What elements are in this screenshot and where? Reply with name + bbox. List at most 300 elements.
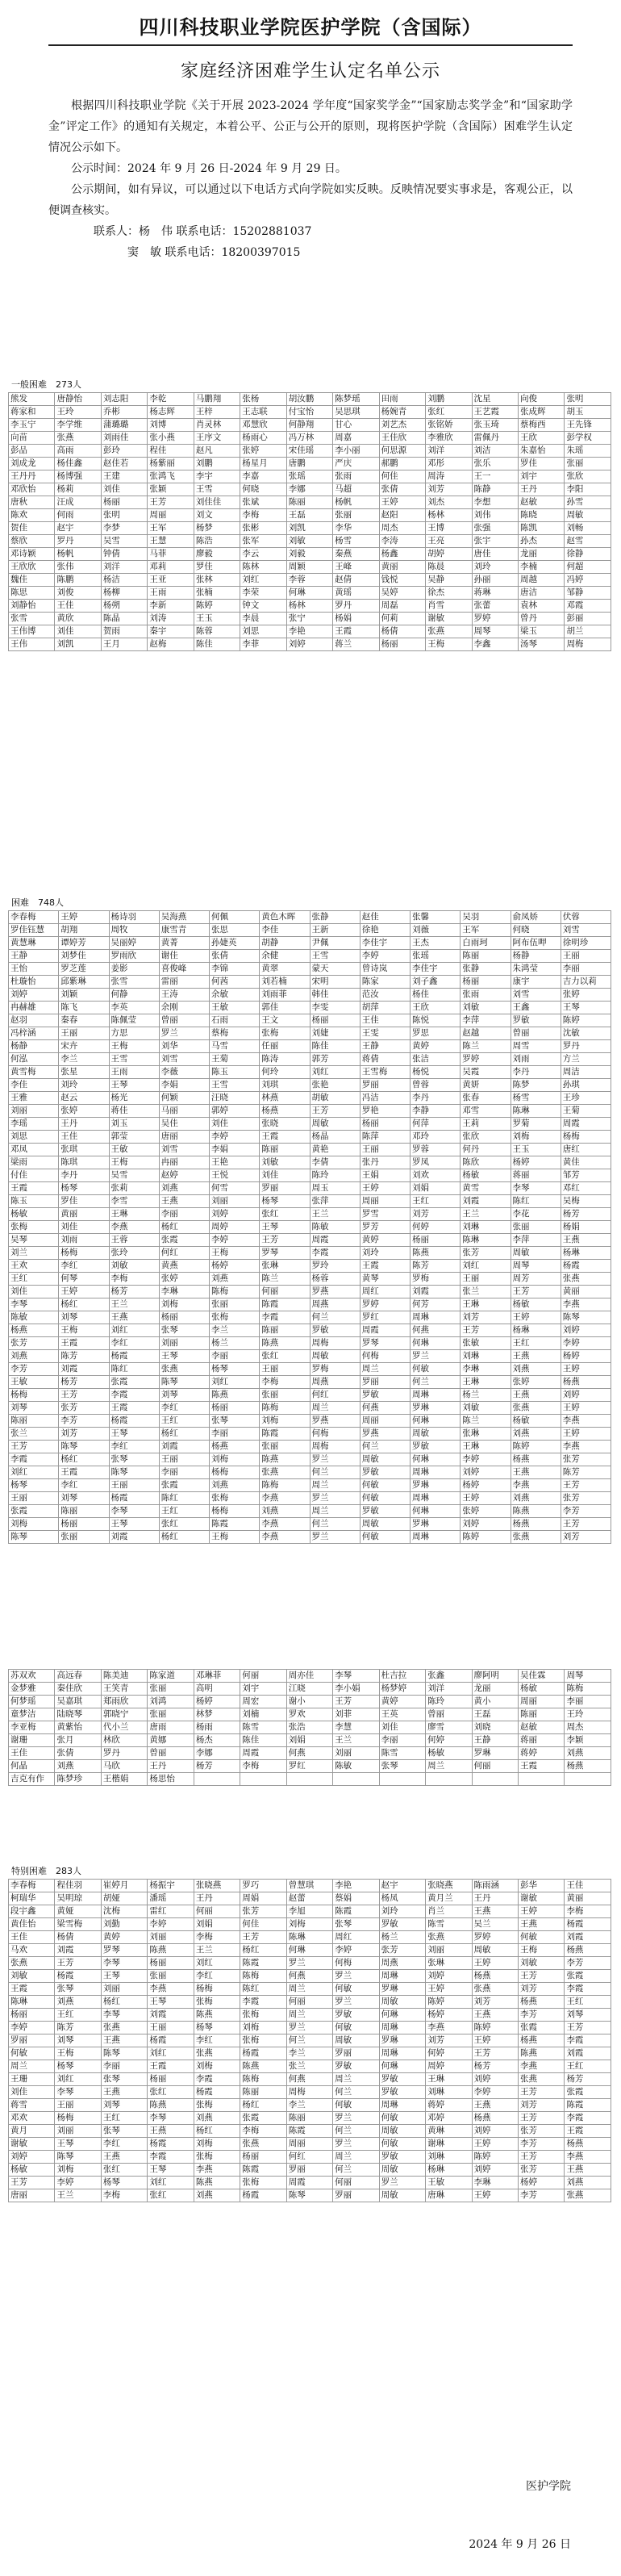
name-cell: 刘芳	[472, 1996, 518, 2009]
name-cell: 杨鑫	[379, 548, 425, 561]
name-cell: 王文	[260, 1014, 310, 1027]
name-cell: 李亚梅	[9, 1721, 55, 1734]
table-row	[9, 1505, 611, 1518]
name-cell: 罗佳钰慧	[9, 924, 59, 937]
name-cell: 宋明	[310, 976, 360, 989]
name-cell: 刘敏	[286, 535, 332, 548]
name-cell: 李锦	[210, 963, 260, 976]
name-table	[8, 392, 611, 651]
name-cell: 罗敏	[379, 1918, 425, 1931]
name-cell: 陈家	[360, 976, 410, 989]
name-cell: 张星	[59, 1066, 109, 1079]
name-cell: 王伟博	[9, 625, 55, 638]
name-cell: 张芳	[240, 1905, 286, 1918]
name-cell: 黄妍	[461, 1079, 511, 1092]
table-row	[9, 2189, 611, 2202]
name-cell: 陈丽	[260, 1324, 310, 1337]
name-cell: 何泓	[9, 1053, 59, 1066]
name-cell: 刘霞	[461, 1195, 511, 1208]
name-cell: 蒋雪	[9, 2099, 55, 2112]
name-cell: 周梅	[310, 1337, 360, 1350]
name-cell: 刘婷	[461, 1466, 511, 1479]
name-cell: 何婷	[426, 1734, 472, 1747]
name-cell: 刘婷	[472, 2164, 518, 2177]
name-cell: 马丽	[159, 1105, 209, 1118]
name-cell: 李丽	[379, 1734, 425, 1747]
name-cell: 周琳	[411, 1492, 461, 1505]
name-cell: 陈敏	[310, 1221, 360, 1234]
name-cell: 杨红	[240, 2099, 286, 2112]
name-cell: 何琴	[59, 1273, 109, 1286]
name-cell: 唐丽	[159, 1131, 209, 1144]
name-cell: 王梅	[210, 1531, 260, 1544]
name-cell: 王红	[411, 1195, 461, 1208]
name-cell: 杨燕	[565, 1760, 611, 1773]
name-cell: 杨洁	[101, 574, 147, 587]
name-cell: 张敏	[461, 1337, 511, 1350]
name-cell: 刘婷	[472, 2125, 518, 2138]
name-cell	[286, 1773, 332, 1786]
name-cell: 刘思	[240, 625, 286, 638]
name-cell: 刘佳佳	[194, 496, 240, 509]
name-cell: 李雅欣	[426, 432, 472, 445]
name-cell: 王涛	[159, 989, 209, 1002]
name-cell: 赵佳	[360, 911, 410, 924]
name-cell: 何丽	[286, 1996, 332, 2009]
name-cell: 王霞	[109, 1402, 159, 1415]
name-cell: 杨红	[240, 1944, 286, 1957]
name-cell: 何琳	[286, 1944, 332, 1957]
name-cell: 王琳	[461, 1298, 511, 1311]
name-cell: 张琴	[210, 1415, 260, 1428]
name-cell: 何晓	[511, 924, 561, 937]
name-cell: 罗芝莲	[59, 963, 109, 976]
table-row	[9, 600, 611, 613]
name-cell: 李燕	[565, 2151, 611, 2164]
name-cell: 陈婷	[511, 1441, 561, 1453]
name-cell: 罗兰	[333, 1970, 379, 1983]
name-cell: 周霞	[360, 1324, 410, 1337]
name-cell: 罗红	[286, 1760, 332, 1773]
table-row	[9, 1040, 611, 1053]
name-cell: 刘芳	[518, 2099, 564, 2112]
name-cell: 张婷	[240, 445, 286, 458]
table-row	[9, 1053, 611, 1066]
name-cell: 张霞	[9, 1505, 59, 1518]
name-cell: 何芳	[411, 1298, 461, 1311]
name-cell: 蒋倩	[360, 1053, 410, 1066]
name-cell: 张浩	[286, 1721, 332, 1734]
name-cell: 王琴	[55, 2138, 101, 2151]
name-cell: 王红	[159, 1505, 209, 1518]
name-cell: 罗燕	[310, 1286, 360, 1298]
name-cell: 张杨	[240, 393, 286, 406]
name-cell: 张瑶	[411, 950, 461, 963]
name-cell: 王珍	[561, 1092, 611, 1105]
name-cell: 王霞	[59, 1466, 109, 1479]
table-row	[9, 976, 611, 989]
name-cell: 黄琳	[426, 2125, 472, 2138]
name-cell: 王新	[310, 924, 360, 937]
name-cell: 王琳	[109, 1208, 159, 1221]
name-cell: 刘红	[148, 2177, 194, 2189]
name-cell: 吴海燕	[159, 911, 209, 924]
name-cell: 周敏	[310, 1350, 360, 1363]
name-cell: 赵佳若	[101, 458, 147, 470]
table-row	[9, 1708, 611, 1721]
name-cell: 王亚	[148, 574, 194, 587]
name-cell: 王霞	[59, 1337, 109, 1350]
name-cell: 李涛	[379, 535, 425, 548]
name-cell: 李佳宇	[411, 963, 461, 976]
name-cell: 杨敏	[9, 2164, 55, 2177]
name-cell: 陈霞	[260, 1428, 310, 1441]
name-cell: 张雪	[109, 976, 159, 989]
name-cell: 杨静	[511, 950, 561, 963]
name-cell: 陈琳	[511, 1105, 561, 1118]
table-row	[9, 2086, 611, 2099]
name-cell: 肖灵林	[194, 419, 240, 432]
name-cell: 张晓	[260, 1118, 310, 1131]
name-cell: 蒋婷	[426, 2099, 472, 2112]
name-cell: 何兰	[360, 1441, 410, 1453]
name-cell: 王博	[426, 522, 472, 535]
name-cell: 李芳	[561, 1505, 611, 1518]
name-cell: 蒋家和	[9, 406, 55, 419]
name-cell: 黄佳	[561, 1156, 611, 1169]
table-row	[9, 1880, 611, 1892]
name-cell: 陈梦珍	[55, 1773, 101, 1786]
name-cell: 王玉	[511, 1144, 561, 1156]
name-cell: 李嘉	[240, 470, 286, 483]
name-cell: 罗芳	[360, 1221, 410, 1234]
name-cell: 王梅	[109, 1156, 159, 1169]
name-cell: 何红	[159, 1247, 209, 1260]
name-cell: 杨燕	[472, 2112, 518, 2125]
name-cell: 张婷	[511, 1376, 561, 1389]
name-cell: 杨红	[59, 1298, 109, 1311]
table-row	[9, 911, 611, 924]
name-cell: 周兰	[286, 1983, 332, 1996]
name-cell: 周丽	[148, 509, 194, 522]
name-cell: 胡静	[260, 937, 310, 950]
name-cell: 张丽	[148, 1970, 194, 1983]
name-cell: 黄慧琳	[9, 937, 59, 950]
name-cell: 罗敏	[333, 2009, 379, 2022]
name-cell: 廖阿明	[472, 1670, 518, 1683]
name-cell: 黄色木晖	[260, 911, 310, 924]
name-cell: 张兰	[461, 1286, 511, 1298]
name-cell: 李梅	[565, 1905, 611, 1918]
table-row	[9, 2073, 611, 2086]
name-cell: 王琳	[426, 2073, 472, 2086]
name-cell: 王婷	[511, 1311, 561, 1324]
name-cell: 王婷	[379, 496, 425, 509]
name-cell: 蔡欣	[9, 535, 55, 548]
name-cell: 张思	[210, 924, 260, 937]
name-cell: 杨丽	[59, 1518, 109, 1531]
name-cell: 杨红	[159, 1221, 209, 1234]
name-cell: 彭玲	[101, 445, 147, 458]
name-cell: 杨燕	[518, 2034, 564, 2047]
name-cell: 王丽	[360, 1144, 410, 1156]
name-cell: 杨霞	[565, 1918, 611, 1931]
name-cell: 何丽	[472, 1760, 518, 1773]
name-cell: 王佳	[9, 1931, 55, 1944]
table-row	[9, 2060, 611, 2073]
name-cell: 王静	[360, 1040, 410, 1053]
name-cell: 蒋琳	[472, 587, 518, 600]
name-cell: 杨燕	[565, 2138, 611, 2151]
name-cell: 潘瑶	[148, 1892, 194, 1905]
table-row	[9, 613, 611, 625]
name-cell: 王丽	[260, 1363, 310, 1376]
name-cell: 杨兰	[379, 1931, 425, 1944]
name-cell: 王磊	[472, 1708, 518, 1721]
name-cell: 周红	[360, 1286, 410, 1298]
name-cell: 王芳	[55, 1957, 101, 1970]
name-cell: 吴羽	[461, 911, 511, 924]
name-cell: 刘子鑫	[411, 976, 461, 989]
name-cell: 罗燕	[310, 1415, 360, 1428]
name-cell: 杨敏	[511, 1415, 561, 1428]
name-cell: 杨婷	[518, 2177, 564, 2189]
name-cell: 刘琳	[426, 2086, 472, 2099]
name-cell: 王燕	[148, 2125, 194, 2138]
name-cell: 杨兰	[210, 1337, 260, 1350]
table-row	[9, 1350, 611, 1363]
name-cell: 张琴	[101, 2073, 147, 2086]
name-cell: 吴雪	[109, 1169, 159, 1182]
name-cell: 沈星	[472, 393, 518, 406]
name-cell: 刘洋	[101, 561, 147, 574]
name-cell: 李霞	[240, 1996, 286, 2009]
name-cell: 林梦	[194, 1708, 240, 1721]
name-cell: 唐佳	[472, 548, 518, 561]
table-row	[9, 924, 611, 937]
name-cell: 王婷	[426, 1983, 472, 1996]
name-cell: 张红	[101, 2164, 147, 2177]
name-cell: 刘华	[159, 1040, 209, 1053]
name-cell: 何敏	[333, 2022, 379, 2034]
name-cell: 郑雨欣	[101, 1696, 147, 1708]
name-cell: 黄月	[9, 2125, 55, 2138]
name-cell: 黄欣	[55, 613, 101, 625]
name-cell: 王芳	[561, 1479, 611, 1492]
name-cell: 李婷	[210, 1234, 260, 1247]
name-cell: 黄雪梅	[9, 1066, 59, 1079]
name-cell: 刘琴	[55, 2034, 101, 2047]
table-row	[9, 1144, 611, 1156]
name-cell: 何琳	[379, 2060, 425, 2073]
name-cell: 李燕	[194, 2164, 240, 2177]
name-cell: 王佳	[360, 1014, 410, 1027]
name-cell: 刘琳	[461, 1221, 511, 1234]
name-cell: 王琴	[109, 1428, 159, 1441]
table-row	[9, 1696, 611, 1708]
name-cell: 邓雪	[461, 1105, 511, 1118]
name-cell: 杨芳	[472, 2060, 518, 2073]
name-cell: 陈霞	[565, 2099, 611, 2112]
name-cell: 李芳	[9, 1363, 59, 1376]
name-cell: 吴嘉琪	[55, 1696, 101, 1708]
name-cell: 姜影	[109, 963, 159, 976]
table-row	[9, 1389, 611, 1402]
name-cell: 张春	[461, 1092, 511, 1105]
name-cell: 张梅	[194, 2151, 240, 2164]
name-cell: 罗敏	[379, 2151, 425, 2164]
name-cell: 黄月兰	[426, 1892, 472, 1905]
name-cell: 李菲	[240, 638, 286, 651]
name-cell: 刘霞	[109, 1531, 159, 1544]
name-cell: 杨燕	[472, 1970, 518, 1983]
name-cell: 张燕	[101, 2022, 147, 2034]
name-cell: 张燕	[55, 432, 101, 445]
name-cell: 吴梅	[561, 1195, 611, 1208]
name-cell: 马菲	[148, 548, 194, 561]
name-cell: 李玉宁	[9, 419, 55, 432]
name-cell: 罗丹	[55, 535, 101, 548]
name-cell: 张鸿飞	[148, 470, 194, 483]
name-cell: 周兰	[9, 2060, 55, 2073]
name-cell: 王霞	[565, 2125, 611, 2138]
name-cell: 李佳	[9, 1079, 59, 1092]
name-cell: 王琴	[109, 1518, 159, 1531]
name-cell: 李英	[109, 1002, 159, 1014]
name-cell: 陈芳	[55, 2022, 101, 2034]
name-cell: 张瑶	[286, 470, 332, 483]
name-cell: 张明	[565, 393, 611, 406]
name-cell: 甘心	[333, 419, 379, 432]
name-cell: 唐雨	[148, 1721, 194, 1734]
name-cell: 张倩	[379, 483, 425, 496]
name-cell: 刘芳	[426, 483, 472, 496]
name-cell: 黄艳	[310, 1144, 360, 1156]
name-cell: 周敏	[411, 1428, 461, 1441]
name-cell: 刘琴	[59, 1492, 109, 1505]
name-cell: 何思源	[379, 445, 425, 458]
name-cell: 陈晶	[101, 613, 147, 625]
name-cell: 王楷娟	[101, 1773, 147, 1786]
name-cell: 龙丽	[518, 548, 564, 561]
name-cell: 雷红	[148, 1905, 194, 1918]
name-cell: 罗丹	[101, 1747, 147, 1760]
name-cell: 陈霞	[286, 2125, 332, 2138]
name-cell: 张红	[426, 406, 472, 419]
name-cell: 冯洁	[360, 1092, 410, 1105]
name-cell: 张霞	[109, 1376, 159, 1389]
name-cell: 廖雪	[426, 1721, 472, 1734]
name-cell: 杨婷	[210, 1260, 260, 1273]
name-cell: 张雨	[461, 989, 511, 1002]
name-cell: 罗婷	[461, 1053, 511, 1066]
table-row	[9, 989, 611, 1002]
table-row	[9, 2112, 611, 2125]
name-cell: 刘琴	[565, 2009, 611, 2022]
name-cell: 罗兰	[333, 1996, 379, 2009]
name-cell: 周宏	[240, 1696, 286, 1708]
name-cell: 王芳	[518, 2112, 564, 2125]
name-cell: 张琳	[260, 1260, 310, 1273]
name-cell: 杨梅	[210, 1505, 260, 1518]
name-cell: 刘芳	[59, 1428, 109, 1441]
name-cell: 李燕	[561, 1441, 611, 1453]
issuing-org: 医护学院	[526, 2480, 571, 2493]
name-cell: 杨丽	[210, 1402, 260, 1415]
name-cell: 陈琳	[461, 1234, 511, 1247]
name-cell: 张丽	[148, 1683, 194, 1696]
name-cell: 郭婷	[210, 1105, 260, 1118]
name-cell: 黄菁	[159, 937, 209, 950]
name-cell: 张洁	[411, 1053, 461, 1066]
table-row	[9, 1531, 611, 1544]
name-cell: 刘婷	[561, 1389, 611, 1402]
name-cell: 刘玲	[472, 561, 518, 574]
table-row	[9, 1760, 611, 1773]
name-cell: 陈雨涵	[472, 1880, 518, 1892]
name-cell: 杨琴	[194, 2022, 240, 2034]
name-cell: 秦佳欣	[55, 1683, 101, 1696]
name-cell: 李梦	[101, 522, 147, 535]
name-cell: 何敏	[360, 1479, 410, 1492]
name-cell: 韩佳	[310, 989, 360, 1002]
name-cell: 杨芳	[59, 1376, 109, 1389]
name-cell: 杨琴	[55, 2060, 101, 2073]
name-cell: 杨丽	[360, 1118, 410, 1131]
name-cell: 李丽	[101, 2060, 147, 2073]
name-cell: 钟文	[240, 600, 286, 613]
name-cell: 邓凤	[9, 1144, 59, 1156]
table-row	[9, 574, 611, 587]
name-cell: 刘婕	[310, 1027, 360, 1040]
name-cell: 林欣	[101, 1734, 147, 1747]
name-cell: 李红	[101, 2138, 147, 2151]
name-cell: 程佳羽	[55, 1880, 101, 1892]
table-row	[9, 1428, 611, 1441]
name-cell: 李琴	[101, 1957, 147, 1970]
name-cell: 王霞	[518, 1760, 564, 1773]
name-cell: 张鑫	[426, 1670, 472, 1683]
name-cell: 张梅	[240, 2009, 286, 2022]
name-cell: 刘薇	[411, 924, 461, 937]
name-cell: 何敏	[411, 1363, 461, 1376]
name-cell: 张伟	[55, 561, 101, 574]
name-cell: 杨霞	[148, 2138, 194, 2151]
name-cell: 王亮	[426, 535, 472, 548]
name-cell: 罗欢	[286, 1708, 332, 1721]
name-cell: 李红	[109, 1441, 159, 1453]
name-cell: 罗兰	[379, 2177, 425, 2189]
name-cell: 李霞	[148, 2151, 194, 2164]
name-cell: 王慧	[148, 535, 194, 548]
name-cell: 张红	[260, 1208, 310, 1221]
name-cell: 罗丽	[286, 2164, 332, 2177]
name-cell: 杨佳	[411, 989, 461, 1002]
name-cell: 王珊	[9, 2073, 55, 2086]
table-row	[9, 2138, 611, 2151]
name-cell: 陈霞	[333, 1905, 379, 1918]
name-cell: 李慧	[333, 1721, 379, 1734]
name-cell: 李丽	[210, 1428, 260, 1441]
name-cell: 刘霞	[411, 1286, 461, 1298]
name-cell: 陈欣	[461, 1156, 511, 1169]
name-cell: 周敏	[310, 1118, 360, 1131]
name-cell: 周燕	[310, 1298, 360, 1311]
name-cell: 高明	[194, 1683, 240, 1696]
name-cell: 吴琴	[9, 1234, 59, 1247]
name-cell: 刘玲	[360, 1247, 410, 1260]
name-cell: 何静	[109, 989, 159, 1002]
